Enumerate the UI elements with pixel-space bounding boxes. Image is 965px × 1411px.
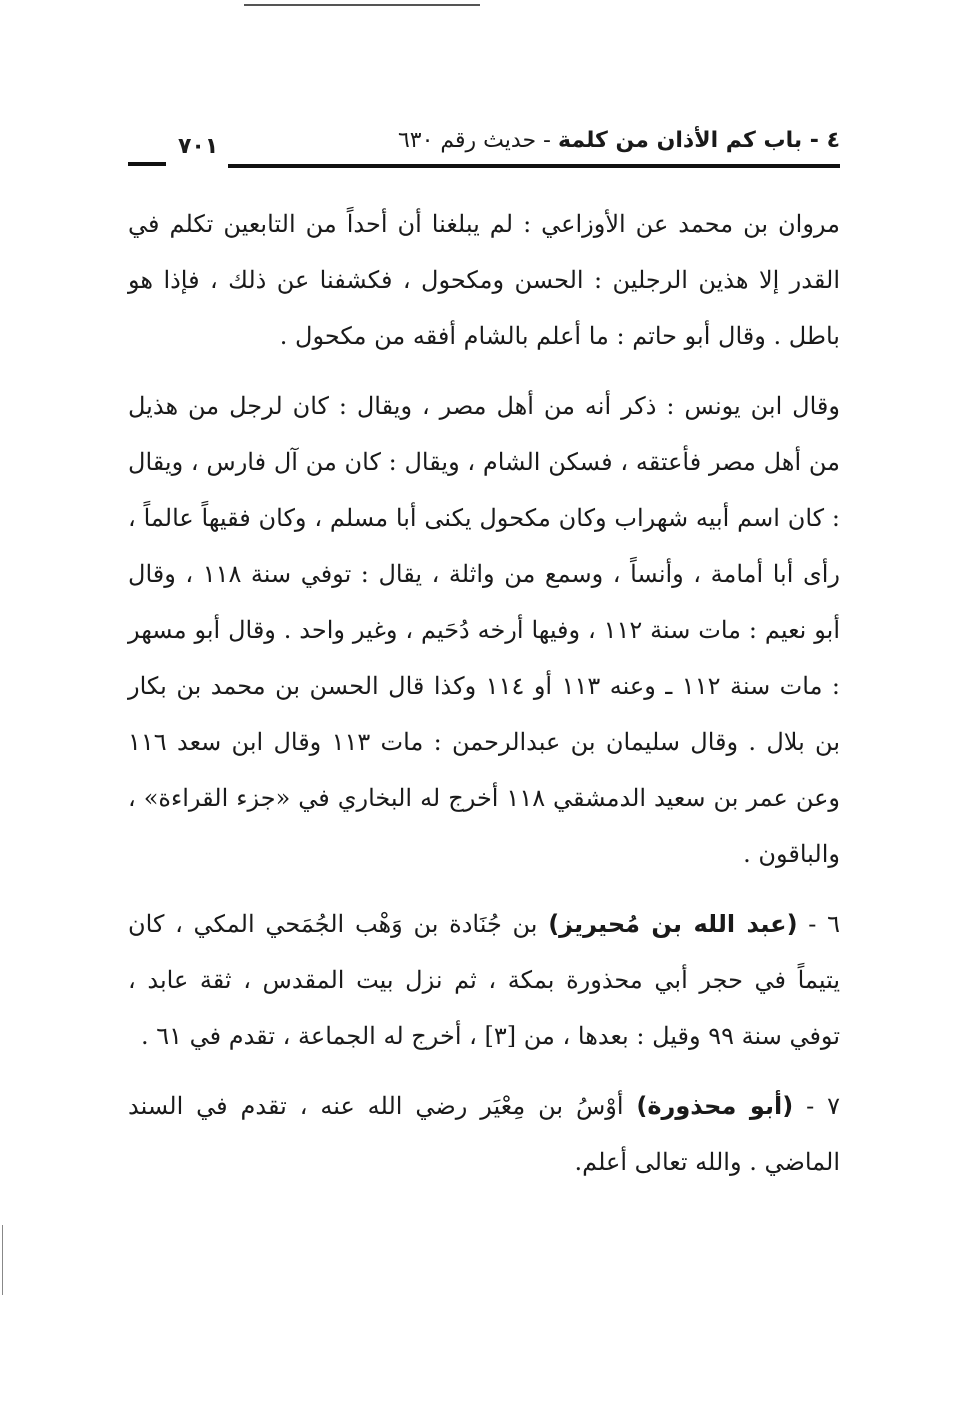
top-rule xyxy=(244,4,480,6)
page-body xyxy=(128,196,840,1190)
paragraph-3-text: بن جُنَادة بن وَهْب الجُمَحي المكي ، كان يتيماً في حجر أبي محذورة بمكة ، ثم نزل بيت المقدس ، ثقة عابد ، توفي سنة ٩٩ وقيل : بعدها ، من [٣] ، أخرج له الجماعة ، تقدم في ٦١ . xyxy=(128,910,840,1050)
page-header xyxy=(128,128,840,174)
scan-edge-mark xyxy=(2,1225,3,1295)
paragraph-3 xyxy=(128,896,840,1064)
hadith-number: - حديث رقم ٦٣٠ xyxy=(397,128,558,153)
paragraph-4 xyxy=(128,1078,840,1190)
page-number: ٧٠١ xyxy=(178,134,219,159)
header-rule-short xyxy=(128,162,166,166)
paragraph-4-prefix: ٧ - xyxy=(793,1092,840,1120)
narrator-name: (أبو محذورة) xyxy=(636,1092,794,1120)
paragraph-1-text: مروان بن محمد عن الأوزاعي : لم يبلغنا أن أحداً من التابعين تكلم في القدر إلا هذين الرجلين : الحسن ومكحول ، فكشفنا عن ذلك ، فإذا هو باطل . وقال أبو حاتم : ما أعلم بالشام أفقه من مكحول . xyxy=(128,210,840,350)
chapter-title xyxy=(398,128,840,153)
paragraph-1 xyxy=(128,196,840,364)
paragraph-4-text: أوْسُ بن مِعْيَر رضي الله عنه ، تقدم في السند الماضي . والله تعالى أعلم. xyxy=(128,1092,840,1176)
chapter-title-text: ٤ - باب كم الأذان من كلمة xyxy=(557,128,840,153)
paragraph-2 xyxy=(128,378,840,882)
narrator-name: (عبد الله بن مُحيريز) xyxy=(548,910,798,938)
paragraph-2-text: وقال ابن يونس : ذكر أنه من أهل مصر ، ويقال : كان لرجل من هذيل من أهل مصر فأعتقه ، فسكن الشام ، ويقال : كان من آل فارس ، ويقال : كان اسم أبيه شهراب وكان مكحول يكنى أبا مسلم ، وكان فقيهاً عالماً ، رأى أبا أمامة ، وأنساً ، وسمع من واثلة ، يقال : توفي سنة ١١٨ ، وقال أبو نعيم : مات سنة ١١٢ ، وفيها أرخه دُحَيم ، وغير واحد . وقال أبو مسهر : مات سنة ١١٢ ـ وعنه ١١٣ أو ١١٤ وكذا قال الحسن بن محمد بن بكار بن بلال . وقال سليمان بن عبدالرحمن : مات ١١٣ وقال ابن سعد ١١٦ وعن عمر بن سعيد الدمشقي ١١٨ أخرج له البخاري في «جزء القراءة» ، والباقون . xyxy=(128,392,841,868)
paragraph-3-prefix: ٦ - xyxy=(797,910,840,938)
header-rule-long xyxy=(228,164,840,168)
